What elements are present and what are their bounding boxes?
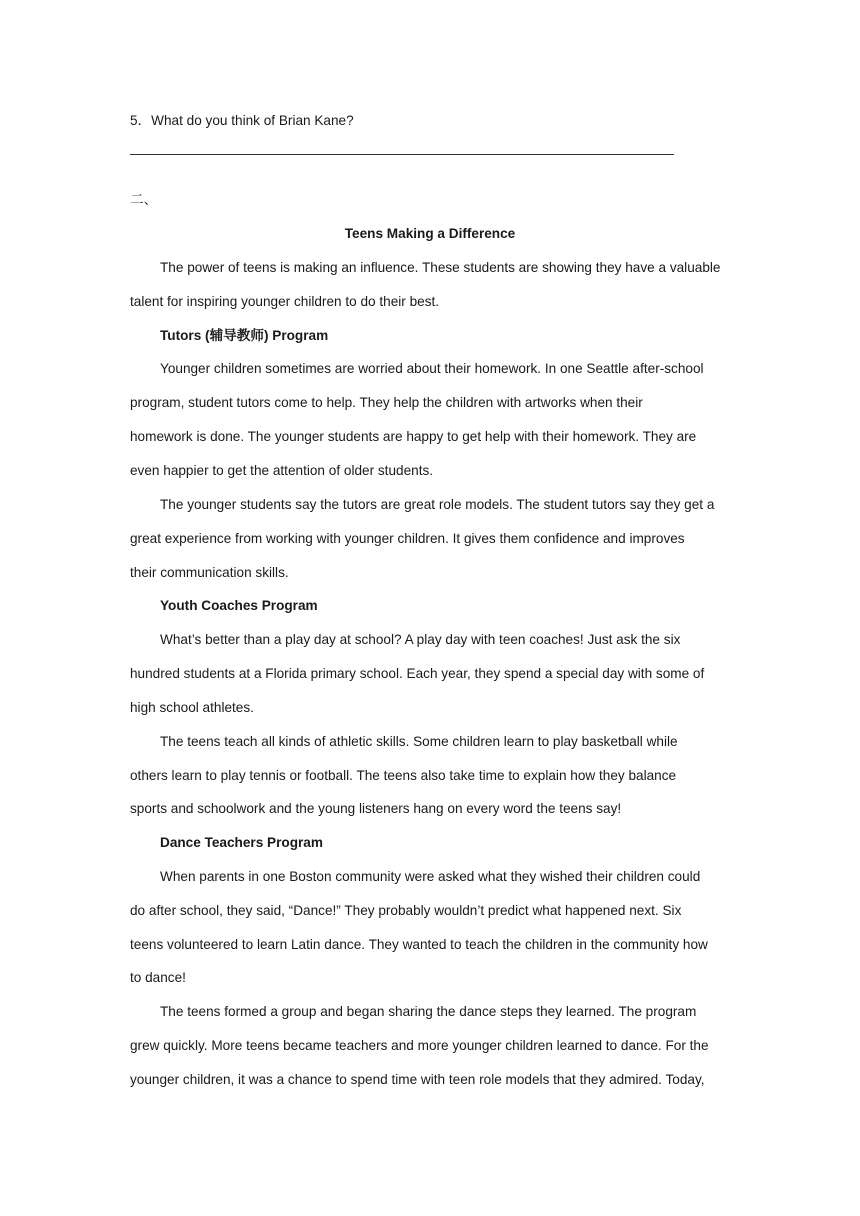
- answer-blank-line[interactable]: [130, 154, 674, 155]
- paragraph-line: The power of teens is making an influence. These students are showing they have a valuable: [160, 260, 721, 275]
- paragraph-line: younger children, it was a chance to spend time with teen role models that they admired. Today,: [130, 1072, 705, 1087]
- paragraph-line: Younger children sometimes are worried about their homework. In one Seattle after-school: [160, 361, 704, 376]
- subheading-dance-teachers-program: Dance Teachers Program: [160, 835, 323, 850]
- paragraph-line: homework is done. The younger students are happy to get help with their homework. They are: [130, 429, 697, 444]
- paragraph-line: high school athletes.: [130, 700, 254, 715]
- paragraph-line: hundred students at a Florida primary school. Each year, they spend a special day with some of: [130, 666, 705, 681]
- subheading-tutors-program: Tutors (辅导教师) Program: [160, 328, 329, 343]
- question-text: What do you think of Brian Kane?: [151, 113, 354, 128]
- question-number: 5．: [130, 113, 152, 128]
- paragraph-line: great experience from working with younger children. It gives them confidence and improves: [130, 531, 685, 546]
- paragraph-line: The teens formed a group and began sharing the dance steps they learned. The program: [160, 1004, 697, 1019]
- section-marker: 二、: [130, 192, 158, 207]
- paragraph-line: teens volunteered to learn Latin dance. They wanted to teach the children in the community how: [130, 937, 708, 952]
- paragraph-line: The teens teach all kinds of athletic skills. Some children learn to play basketball while: [160, 734, 678, 749]
- article-title: Teens Making a Difference: [344, 226, 516, 241]
- paragraph-line: talent for inspiring younger children to do their best.: [130, 294, 440, 309]
- question-5: [130, 111, 730, 131]
- paragraph-line: grew quickly. More teens became teachers and more younger children learned to dance. For the: [130, 1038, 709, 1053]
- paragraph-line: sports and schoolwork and the young listeners hang on every word the teens say!: [130, 801, 622, 816]
- paragraph-line: The younger students say the tutors are great role models. The student tutors say they get a: [160, 497, 715, 512]
- paragraph-line: to dance!: [130, 970, 186, 985]
- paragraph-line: others learn to play tennis or football. The teens also take time to explain how they balance: [130, 768, 677, 783]
- paragraph-line: What’s better than a play day at school? A play day with teen coaches! Just ask the six: [160, 632, 681, 647]
- paragraph-line: do after school, they said, “Dance!” They probably wouldn’t predict what happened next. Six: [130, 903, 682, 918]
- paragraph-line: When parents in one Boston community were asked what they wished their children could: [160, 869, 701, 884]
- paragraph-line: their communication skills.: [130, 565, 289, 580]
- paragraph-line: program, student tutors come to help. They help the children with artworks when their: [130, 395, 643, 410]
- subheading-youth-coaches-program: Youth Coaches Program: [160, 598, 318, 613]
- paragraph-line: even happier to get the attention of older students.: [130, 463, 434, 478]
